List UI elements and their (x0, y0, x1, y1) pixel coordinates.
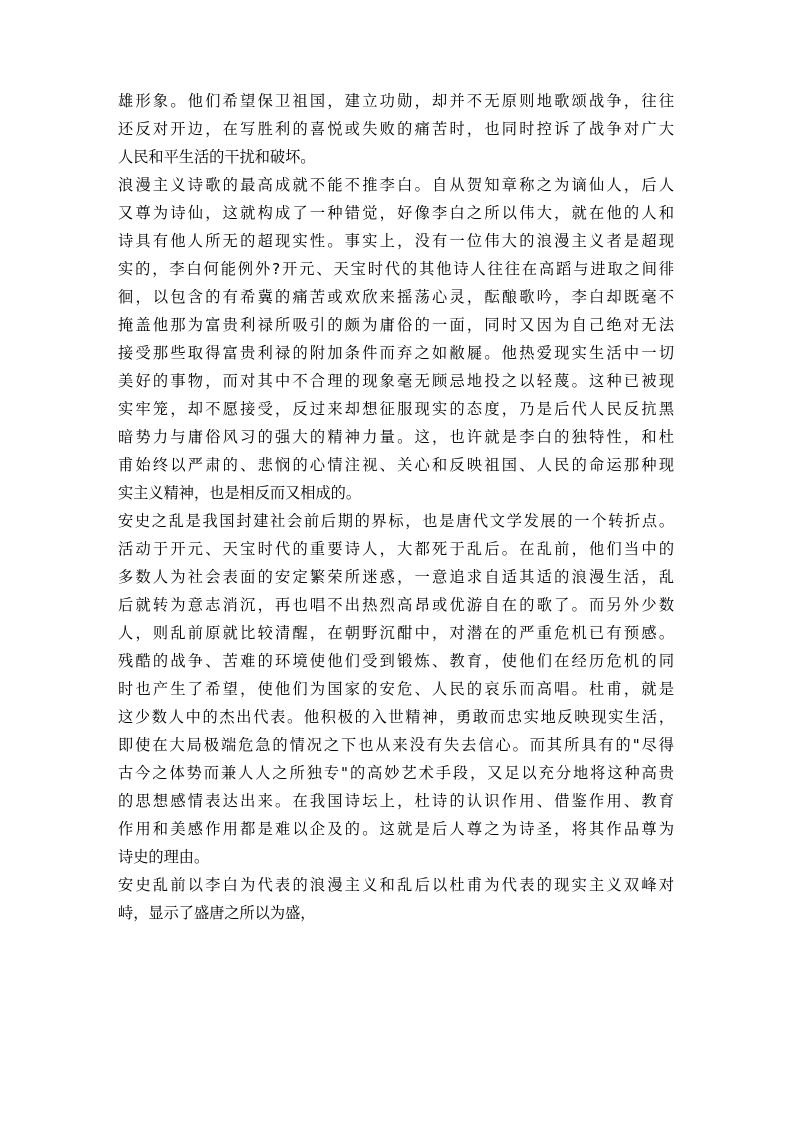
text-line: 接受那些取得富贵利禄的附加条件而弃之如敝屣。他热爱现实生活中一切 (118, 344, 674, 362)
text-line: 诗史的理由。 (118, 848, 210, 866)
text-line: 暗势力与庸俗风习的强大的精神力量。这，也许就是李白的独特性，和杜 (118, 428, 674, 446)
text-line: 还反对开边，在写胜利的喜悦或失败的痛苦时，也同时控诉了战争对广大 (118, 120, 674, 138)
text-line: 实牢笼，却不愿接受，反过来却想征服现实的态度，乃是后代人民反抗黑 (118, 400, 674, 418)
text-line: 安史之乱是我国封建社会前后期的界标，也是唐代文学发展的一个转折点。 (118, 512, 674, 530)
document-page (118, 87, 674, 927)
text-line: 峙，显示了盛唐之所以为盛， (118, 904, 316, 922)
text-line: 残酷的战争、苦难的环境使他们受到锻炼、教育，使他们在经历危机的同 (118, 652, 674, 670)
text-line: 即使在大局极端危急的情况之下也从来没有失去信心。而其所具有的"尽得 (118, 736, 674, 754)
text-line: 实的，李白何能例外?开元、天宝时代的其他诗人往往在高蹈与进取之间徘 (118, 260, 674, 278)
text-line: 活动于开元、天宝时代的重要诗人，大都死于乱后。在乱前，他们当中的 (118, 540, 674, 558)
text-line: 掩盖他那为富贵利禄所吸引的颇为庸俗的一面，同时又因为自己绝对无法 (118, 316, 674, 334)
text-line: 实主义精神，也是相反而又相成的。 (118, 484, 361, 502)
paragraph (118, 87, 674, 171)
text-line: 雄形象。他们希望保卫祖国，建立功勋，却并不无原则地歌颂战争，往往 (118, 92, 674, 110)
paragraph (118, 171, 674, 507)
text-line: 后就转为意志消沉，再也唱不出热烈高昂或优游自在的歌了。而另外少数 (118, 596, 674, 614)
text-line: 徊，以包含的有希冀的痛苦或欢欣来摇荡心灵，酝酿歌吟，李白却既毫不 (118, 288, 674, 306)
text-line: 安史乱前以李白为代表的浪漫主义和乱后以杜甫为代表的现实主义双峰对 (118, 876, 674, 894)
text-line: 又尊为诗仙，这就构成了一种错觉，好像李白之所以伟大，就在他的人和 (118, 204, 674, 222)
text-line: 诗具有他人所无的超现实性。事实上，没有一位伟大的浪漫主义者是超现 (118, 232, 674, 250)
text-line: 古今之体势而兼人人之所独专"的高妙艺术手段，又足以充分地将这种高贵 (118, 764, 674, 782)
text-line: 人，则乱前原就比较清醒，在朝野沉酣中，对潜在的严重危机已有预感。 (118, 624, 674, 642)
text-line: 时也产生了希望，使他们为国家的安危、人民的哀乐而高唱。杜甫，就是 (118, 680, 674, 698)
text-line: 多数人为社会表面的安定繁荣所迷惑，一意追求自适其适的浪漫生活，乱 (118, 568, 674, 586)
text-line: 人民和平生活的干扰和破坏。 (118, 148, 316, 166)
text-line: 浪漫主义诗歌的最高成就不能不推李白。自从贺知章称之为谪仙人，后人 (118, 176, 674, 194)
paragraph (118, 871, 674, 927)
text-line: 作用和美感作用都是难以企及的。这就是后人尊之为诗圣，将其作品尊为 (118, 820, 674, 838)
text-line: 甫始终以严肃的、悲悯的心情注视、关心和反映祖国、人民的命运那种现 (118, 456, 674, 474)
text-line: 的思想感情表达出来。在我国诗坛上，杜诗的认识作用、借鉴作用、教育 (118, 792, 674, 810)
paragraph (118, 507, 674, 871)
text-line: 美好的事物，而对其中不合理的现象毫无顾忌地投之以轻蔑。这种已被现 (118, 372, 674, 390)
text-line: 这少数人中的杰出代表。他积极的入世精神，勇敢而忠实地反映现实生活， (118, 708, 674, 726)
